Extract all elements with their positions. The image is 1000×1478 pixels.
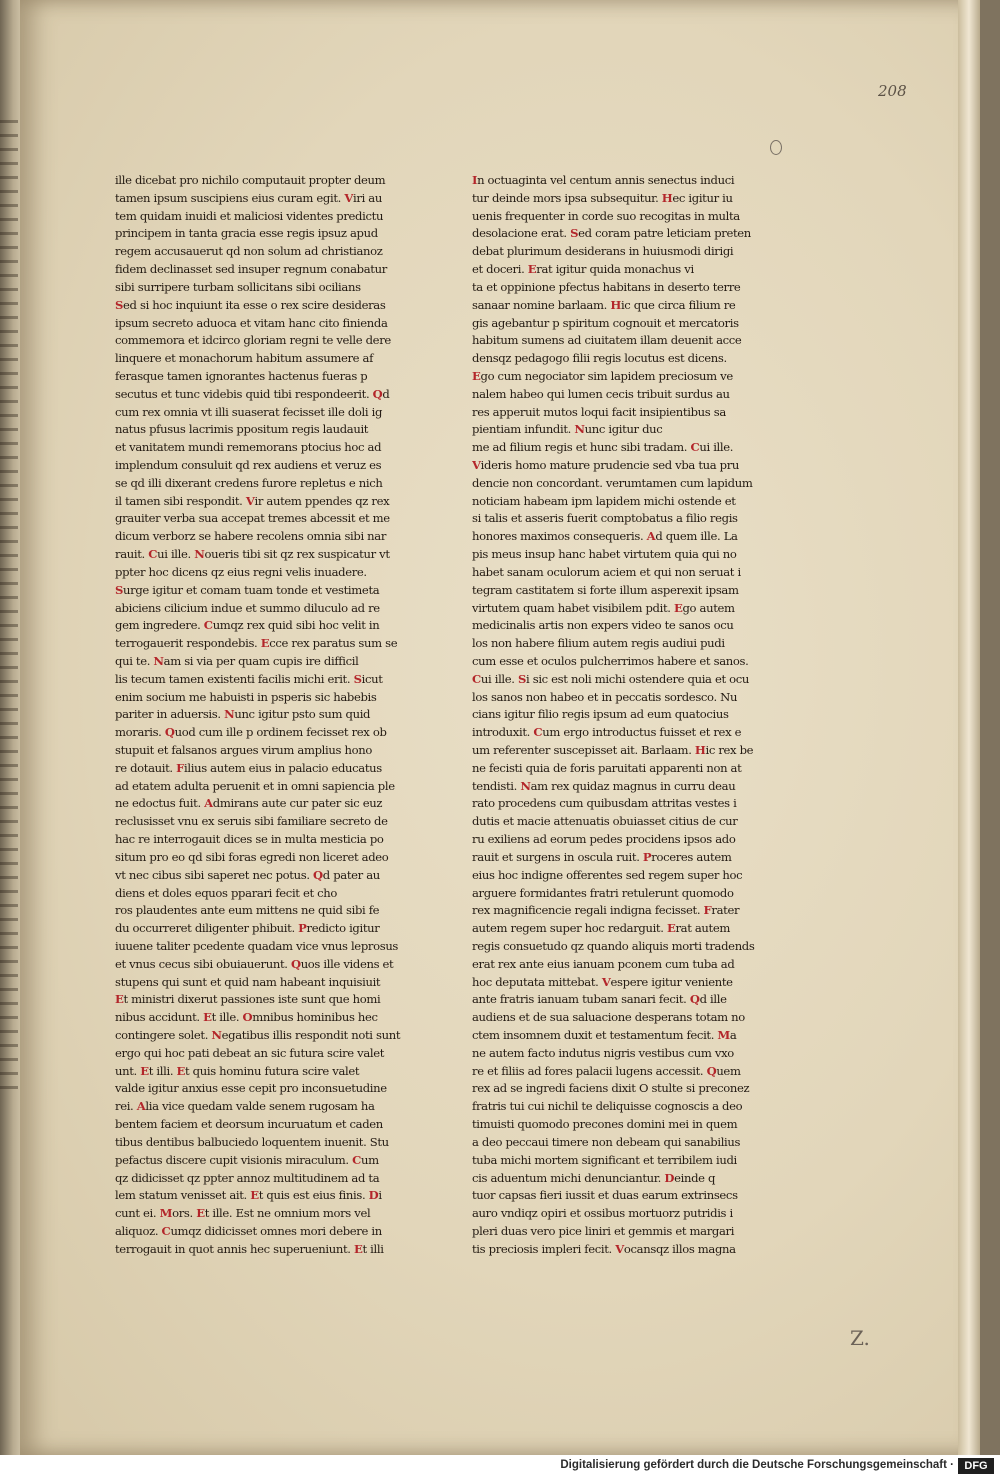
text-line: tuba michi mortem significant et terribilem iudi [472, 1152, 737, 1167]
text-line: reclusisset vnu ex seruis sibi familiare secreto de [115, 814, 388, 829]
text-line: enim socium me habuisti in psperis sic habebis [115, 689, 377, 704]
text-line: tis preciosis impleri fecit. Vocansqz illos magna [472, 1241, 736, 1256]
text-column-left [115, 172, 405, 1259]
text-line: ne edoctus fuit. Admirans aute cur pater sic euz [115, 796, 383, 811]
text-line: dicum verborz se habere recolens omnia sibi nar [115, 529, 387, 544]
text-line: ne autem facto indutus nigris vestibus cum vxo [472, 1045, 734, 1060]
text-line: fidem declinasset sed insuper regnum conabatur [115, 262, 387, 277]
text-line: stupuit et falsanos argues virum amplius hono [115, 743, 372, 757]
text-line: se qd illi dixerant credens furore repletus e nich [115, 475, 383, 490]
text-line: rex ad se ingredi faciens dixit O stulte si preconez [472, 1081, 750, 1096]
text-line: gem ingredere. Cumqz rex quid sibi hoc velit in [115, 618, 380, 633]
text-line: ru exiliens ad eorum pedes procidens ipsos ado [472, 832, 736, 847]
footer-credit: Digitalisierung gefördert durch die Deutsche Forschungsgemeinschaft · [560, 1459, 954, 1471]
text-line: erat rex ante eius ianuam pconem cum tuba ad [472, 956, 735, 971]
text-line: secutus et tunc videbis quid tibi respondeerit. Qd [115, 386, 390, 401]
text-line: virtutem quam habet visibilem pdit. Ego autem [472, 600, 735, 615]
pencil-circle-mark [770, 140, 782, 155]
text-line: ne fecisti quia de foris paruitati apparenti non at [472, 760, 742, 775]
text-line: principem in tanta gracia esse regis ipsuz apud [115, 226, 378, 241]
folio-number: 208 [878, 82, 907, 100]
text-line: stupens qui sunt et quid nam habeant inquisiuit [115, 974, 381, 989]
text-line: et vanitatem mundi rememorans ptocius hoc ad [115, 440, 382, 455]
text-line: ad etatem adulta peruenit et in omni sapiencia ple [115, 778, 395, 793]
text-line: moraris. Quod cum ille p ordinem fecisset rex ob [115, 725, 387, 740]
text-line: et vnus cecus sibi obuiauerunt. Quos ille videns et [115, 956, 394, 971]
page-fore-edge [958, 0, 980, 1455]
text-line: me ad filium regis et hunc sibi tradam. Cui ille. [472, 440, 734, 455]
text-line: eius hoc indigne offerentes sed regem super hoc [472, 867, 743, 882]
text-line: Sed si hoc inquiunt ita esse o rex scire desideras [115, 297, 386, 312]
text-line: dutis et macie attenuatis obuiasset citius de cur [472, 814, 738, 829]
text-line: ipsum secreto aduoca et vitam hanc cito finienda [115, 315, 388, 330]
incunabulum-page [20, 0, 980, 1455]
previous-page-text-fragment [0, 120, 18, 1100]
text-line: los non habere filium autem regis audiui pudi [472, 636, 725, 651]
text-line: unt. Et illi. Et quis hominu futura scire valet [115, 1063, 360, 1078]
text-line: pientiam infundit. Nunc igitur duc [472, 422, 663, 437]
text-line: bentem faciem et deorsum incuruatum et caden [115, 1117, 383, 1132]
text-line: los sanos non habeo et in peccatis sordesco. Nu [472, 689, 738, 704]
text-line: tegram castitatem si forte illum asperexit ipsam [472, 582, 739, 597]
text-line: rex magnificencie regali indigna fecisset. Frater [472, 903, 740, 918]
text-line: implendum consuluit qd rex audiens et veruz es [115, 458, 382, 472]
text-line: iuuene taliter pcedente quadam vice vnus leprosus [115, 938, 399, 953]
text-line: hac re interrogauit dices se in multa mesticia po [115, 832, 384, 847]
text-line: du occurreret diligenter phibuit. Predicto igitur [115, 921, 380, 936]
text-line: habitum sumens ad ciuitatem illam deuenit acce [472, 333, 742, 348]
text-line: il tamen sibi respondit. Vir autem ppendes qz rex [115, 493, 390, 508]
text-line: honores maximos consequeris. Ad quem ille. La [472, 529, 738, 544]
text-line: ferasque tamen ignorantes hactenus fueras p [115, 368, 368, 383]
text-line: pefactus discere cupit visionis miraculum. Cum [115, 1152, 379, 1167]
text-line: natus pfusus lacrimis ppositum regis laudauit [115, 422, 369, 437]
footer-bar [0, 1455, 1000, 1478]
text-line: ppter hoc dicens qz eius regni velis inuadere. [115, 564, 367, 579]
text-line: audiens et de sua saluacione desperans totam no [472, 1010, 745, 1025]
text-line: diens et doles equos pparari fecit et cho [115, 885, 338, 900]
text-line: cians igitur filio regis ipsum ad eum quatocius [472, 707, 729, 722]
text-line: rauit. Cui ille. Noueris tibi sit qz rex suspicatur vt [115, 547, 390, 562]
text-line: autem regem super hoc redarguit. Erat autem [472, 921, 731, 936]
text-line: grauiter verba sua accepat tremes abcessit et me [115, 511, 390, 526]
text-line: densqz pedagogo filii regis locutus est dicens. [472, 351, 727, 366]
text-line: si talis et asseris fuerit comptobatus a filio regis [472, 511, 738, 526]
text-line: um referenter suscepisset ait. Barlaam. Hic rex be [472, 743, 754, 757]
text-line: valde igitur anxius esse cepit pro inconsuetudine [115, 1081, 387, 1096]
text-line: terrogauit in quot annis hec superueniunt. Et illi [115, 1241, 384, 1256]
text-line: abiciens cilicium indue et summo diluculo ad re [115, 600, 380, 615]
text-line: tamen ipsum suscipiens eius curam egit. Viri au [115, 190, 382, 205]
text-line: noticiam habeam ipm lapidem michi ostende et [472, 493, 736, 508]
text-line: Ego cum negociator sim lapidem preciosum ve [472, 368, 733, 383]
text-line: terrogauerit respondebis. Ecce rex paratus sum se [115, 636, 398, 651]
text-line: rauit et surgens in oscula ruit. Proceres autem [472, 849, 732, 864]
text-line: cum esse et oculos pulcherrimos habere et sanos. [472, 653, 749, 668]
text-line: sibi surripere turbam sollicitans sibi ocilians [115, 279, 361, 294]
text-line: dencie non concordant. verumtamen cum lapidum [472, 475, 753, 490]
text-line: cunt ei. Mors. Et ille. Est ne omnium mors vel [115, 1206, 371, 1221]
pencil-signature-mark: Z. [850, 1326, 870, 1350]
text-line: regis consuetudo qz quando aliquis morti tradends [472, 938, 755, 953]
text-line: Cui ille. Si sic est noli michi ostendere quia et ocu [472, 671, 750, 686]
text-line: res apperuit mutos loqui facit insipientibus sa [472, 404, 726, 419]
text-line: ros plaudentes ante eum mittens ne quid sibi fe [115, 903, 380, 918]
text-line: vt nec cibus sibi saperet nec potus. Qd pater au [115, 867, 380, 882]
text-line: rato procedens cum quibusdam attritas vestes i [472, 796, 737, 811]
text-line: lis tecum tamen existenti facilis michi erit. Sicut [115, 671, 383, 686]
text-line: tem quidam inuidi et maliciosi videntes predictu [115, 208, 384, 223]
text-line: ante fratris ianuam tubam sanari fecit. Qd ille [472, 992, 727, 1007]
text-line: habet sanam oculorum aciem et qui non seruat i [472, 564, 741, 579]
text-line: Surge igitur et comam tuam tonde et vestimeta [115, 582, 380, 597]
text-line: commemora et idcirco gloriam regni te velle dere [115, 333, 391, 348]
dfg-logo: DFG [958, 1458, 994, 1474]
text-line: pleri duas vero pice liniri et gemmis et margari [472, 1223, 735, 1238]
text-line: sanaar nomine barlaam. Hic que circa filium re [472, 297, 736, 312]
text-line: rei. Alia vice quedam valde senem rugosam ha [115, 1099, 375, 1114]
text-line: et doceri. Erat igitur quida monachus vi [472, 262, 694, 277]
text-line: tibus dentibus balbuciedo loquentem inuenit. Stu [115, 1134, 389, 1149]
text-line: situm pro eo qd sibi foras egredi non liceret adeo [115, 849, 389, 864]
text-line: re dotauit. Filius autem eius in palacio educatus [115, 760, 382, 775]
text-line: tendisti. Nam rex quidaz magnus in curru deau [472, 778, 736, 793]
text-line: qui te. Nam si via per quam cupis ire difficil [115, 653, 359, 668]
text-line: lem statum venisset ait. Et quis est eius finis. Di [115, 1188, 382, 1203]
text-line: nibus accidunt. Et ille. Omnibus hominibus hec [115, 1010, 378, 1025]
text-line: hoc deputata mittebat. Vespere igitur veniente [472, 974, 733, 989]
text-line: aliquoz. Cumqz didicisset omnes mori debere in [115, 1223, 382, 1238]
text-line: uenis frequenter in corde suo recogitas in multa [472, 208, 740, 223]
text-line: a deo peccaui timere non debeam qui sanabilius [472, 1134, 741, 1149]
text-line: arguere formidantes fratri retulerunt quomodo [472, 885, 734, 900]
text-line: timuisti quomodo precones domini mei in quem [472, 1117, 738, 1132]
text-line: auro vndiqz opiri et ossibus mortuorz putridis i [472, 1206, 733, 1221]
text-line: ergo qui hoc pati debeat an sic futura scire valet [115, 1045, 385, 1060]
text-line: desolacione erat. Sed coram patre leticiam preten [472, 226, 751, 241]
text-line: Videris homo mature prudencie sed vba tua pru [472, 458, 740, 472]
text-line: cum rex omnia vt illi suaserat fecisset ille doli ig [115, 404, 383, 419]
text-line: contingere solet. Negatibus illis respondit noti sunt [115, 1028, 401, 1042]
text-line: pis meus insup hanc habet virtutem quia qui no [472, 547, 737, 562]
text-line: qz didicisset qz ppter annoz multitudinem ad ta [115, 1170, 380, 1185]
text-line: tur deinde mors ipsa subsequitur. Hec igitur iu [472, 190, 733, 205]
text-line: fratris tui cui nichil te deliquisse cognoscis a deo [472, 1099, 743, 1114]
text-line: re et filiis ad fores palacii lugens accessit. Quem [472, 1063, 741, 1078]
text-line: In octuaginta vel centum annis senectus induci [472, 173, 735, 187]
text-line: cis aduentum michi denunciantur. Deinde q [472, 1170, 716, 1185]
text-line: nalem habeo qui lumen cecis tribuit surdus au [472, 386, 730, 401]
text-line: regem accusauerut qd non solum ad christianoz [115, 244, 383, 259]
text-line: Et ministri dixerut passiones iste sunt que homi [115, 992, 381, 1007]
text-line: ctem insomnem duxit et testamentum fecit. Ma [472, 1028, 737, 1042]
text-line: pariter in aduersis. Nunc igitur psto sum quid [115, 707, 371, 722]
text-line: linquere et monachorum habitum assumere af [115, 351, 374, 366]
text-line: ta et oppinione pfectus habitans in deserto terre [472, 279, 741, 294]
text-column-right [472, 172, 762, 1259]
text-line: introduxit. Cum ergo introductus fuisset et rex e [472, 725, 742, 740]
text-line: tuor capsas fieri iussit et duas earum extrinsecs [472, 1188, 738, 1203]
text-line: gis agebantur p spiritum cognouit et mercatoris [472, 315, 739, 330]
text-line: medicinalis artis non expers video te sanos ocu [472, 618, 734, 633]
text-line: ille dicebat pro nichilo computauit propter deum [115, 173, 386, 187]
text-line: debat plurimum desiderans in huiusmodi dirigi [472, 244, 734, 259]
